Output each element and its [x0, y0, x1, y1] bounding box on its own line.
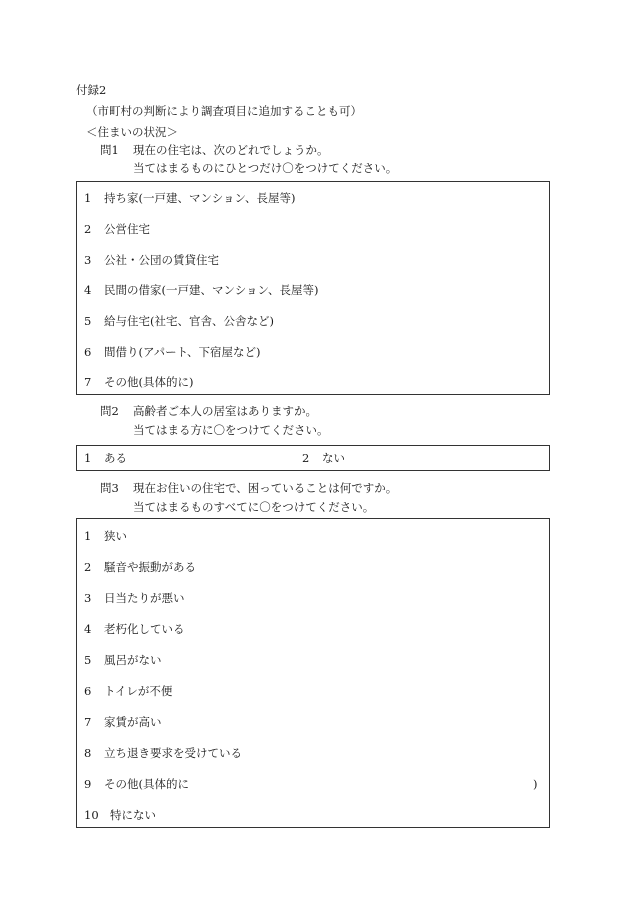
q2-instruction: 当てはまる方に〇をつけてください。	[133, 423, 329, 437]
q3-label: 問3	[100, 481, 119, 495]
q3-options-box	[76, 518, 550, 828]
q1-label: 問1	[100, 143, 119, 157]
q1-option[interactable]: 1 持ち家(一戸建、マンション、長屋等)	[84, 191, 296, 205]
q1-option[interactable]: 7 その他(具体的に)	[84, 375, 194, 389]
q2-label: 問2	[100, 404, 119, 418]
q3-option[interactable]: 3 日当たりが悪い	[84, 591, 185, 605]
survey-note: （市町村の判断により調査項目に追加することも可）	[86, 104, 362, 118]
q1-instruction: 当てはまるものにひとつだけ〇をつけてください。	[133, 161, 398, 175]
q2-option[interactable]: 1 ある	[84, 451, 127, 465]
q3-option-other[interactable]: 9 その他(具体的に	[84, 777, 189, 791]
q1-option[interactable]: 3 公社・公団の賃貸住宅	[84, 253, 219, 267]
q2-options-box	[76, 445, 550, 471]
q3-option[interactable]: 8 立ち退き要求を受けている	[84, 746, 242, 760]
q1-option[interactable]: 5 給与住宅(社宅、官舎、公舎など)	[84, 314, 274, 328]
q3-text: 現在お住いの住宅で、困っていることは何ですか。	[133, 481, 398, 495]
q2-text: 高齢者ご本人の居室はありますか。	[133, 404, 317, 418]
q1-option[interactable]: 6 間借り(アパート、下宿屋など)	[84, 345, 261, 359]
q3-option[interactable]: 4 老朽化している	[84, 622, 185, 636]
q3-option[interactable]: 5 風呂がない	[84, 653, 162, 667]
appendix-title: 付録2	[76, 83, 107, 97]
q1-text: 現在の住宅は、次のどれでしょうか。	[133, 143, 329, 157]
q1-option[interactable]: 4 民間の借家(一戸建、マンション、長屋等)	[84, 283, 319, 297]
q3-instruction: 当てはまるものすべてに〇をつけてください。	[133, 500, 375, 514]
q1-option[interactable]: 2 公営住宅	[84, 222, 150, 236]
q3-option[interactable]: 1 狭い	[84, 529, 127, 543]
q3-option[interactable]: 7 家賃が高い	[84, 715, 162, 729]
q1-options-box	[76, 181, 550, 395]
q3-option[interactable]: 6 トイレが不便	[84, 684, 173, 698]
q2-option[interactable]: 2 ない	[302, 451, 345, 465]
q3-other-close-paren: )	[533, 777, 538, 791]
q3-option[interactable]: 10 特にない	[84, 808, 156, 822]
section-title: ＜住まいの状況＞	[86, 125, 178, 139]
q3-option[interactable]: 2 騒音や振動がある	[84, 560, 196, 574]
